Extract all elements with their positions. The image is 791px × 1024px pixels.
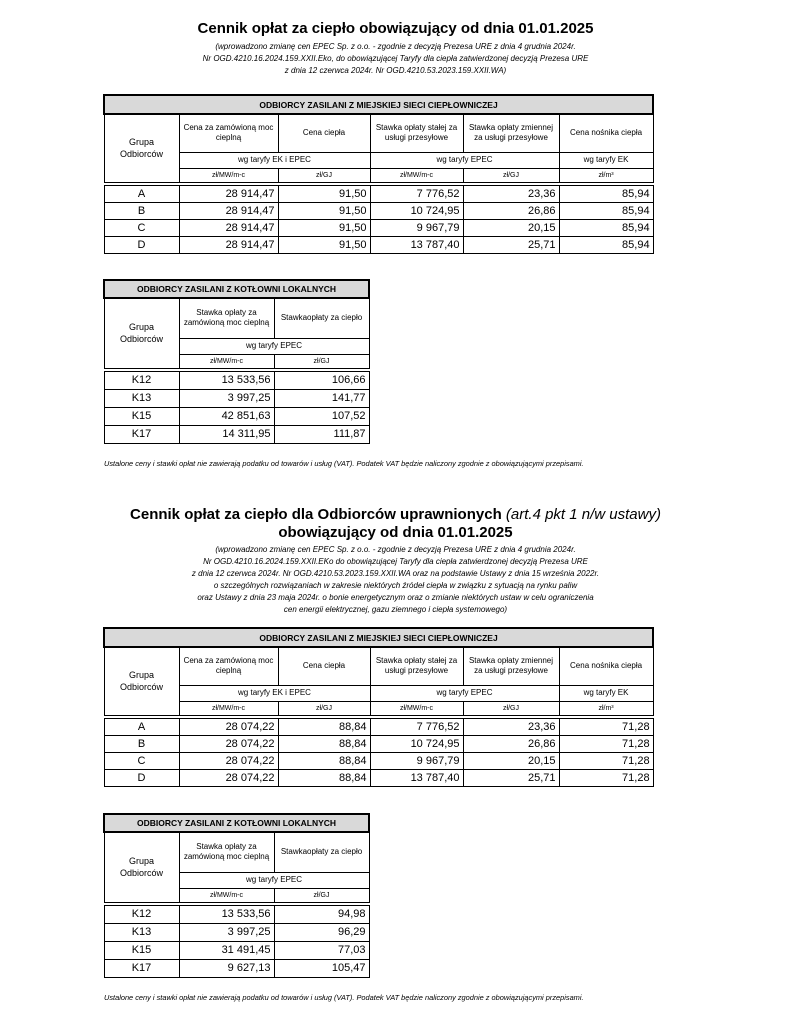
cell-value: 28 074,22 [179,735,278,752]
subtitle-line: z dnia 12 czerwca 2024r. Nr OGD.4210.53.2023.159.XXII.WA oraz na podstawie Ustawy z dnia 15 września 2022r. [191,569,600,578]
tariff-label: wg taryfy EK [559,685,653,701]
cell-value: 3 997,25 [179,923,274,941]
cell-value: 71,28 [559,769,653,786]
cell-value: 13 533,56 [179,371,274,389]
table-header: ODBIORCY ZASILANI Z MIEJSKIEJ SIECI CIEPŁOWNICZEJ [104,95,653,114]
table-row [104,425,369,443]
table-row [104,769,653,786]
table-row [104,389,369,407]
cell-value: 28 914,47 [179,202,278,219]
cell-value: 10 724,95 [370,735,463,752]
section1-title: Cennik opłat za ciepło obowiązujący od dnia 01.01.2025 [197,20,594,37]
column-header: Stawka opłaty za zamówioną moc cieplną [179,298,274,338]
cell-value: 28 914,47 [179,185,278,202]
tariff-label: wg taryfy EK [559,152,653,168]
section1-local-table [103,279,370,444]
cell-value: 91,50 [278,236,370,253]
cell-value: 28 914,47 [179,219,278,236]
row-label: A [104,185,179,202]
cell-value: 91,50 [278,202,370,219]
cell-value: 77,03 [274,941,369,959]
table-row [104,752,653,769]
column-header: Cena ciepła [278,114,370,152]
cell-value: 28 914,47 [179,236,278,253]
cell-value: 25,71 [463,769,559,786]
column-header: Stawka opłaty zmiennej za usługi przesyłowe [463,114,559,152]
cell-value: 105,47 [274,959,369,977]
cell-value: 26,86 [463,735,559,752]
table-header: ODBIORCY ZASILANI Z KOTŁOWNI LOKALNYCH [104,814,369,832]
cell-value: 71,28 [559,718,653,735]
group-label: Grupa Odbiorców [104,832,179,902]
column-header: Cena nośnika ciepła [559,647,653,685]
cell-value: 10 724,95 [370,202,463,219]
cell-value: 71,28 [559,735,653,752]
column-header: Stawka opłaty stałej za usługi przesyłowe [370,114,463,152]
unit-label: zł/m³ [559,168,653,182]
vat-note: Ustalone ceny i stawki opłat nie zawierają podatku od towarów i usług (VAT). Podatek VAT będzie naliczony zgodnie z obowiązującymi przepisami. [104,459,584,468]
subtitle-line: Nr OGD.4210.16.2024.159.XXII.EKo do obowiązującej Taryfy dla ciepła zatwierdzonej decyzją Prezesa URE [203,557,588,566]
table-row [104,941,369,959]
table-row [104,407,369,425]
cell-value: 107,52 [274,407,369,425]
cell-value: 141,77 [274,389,369,407]
unit-label: zł/GJ [463,168,559,182]
section2-subtitle [0,544,791,616]
cell-value: 85,94 [559,202,653,219]
table-header: ODBIORCY ZASILANI Z MIEJSKIEJ SIECI CIEPŁOWNICZEJ [104,628,653,647]
subtitle-line: cen energii elektrycznej, gazu ziemnego i ciepła systemowego) [283,605,508,614]
column-header: Cena nośnika ciepła [559,114,653,152]
section1-main-table [103,94,654,254]
cell-value: 91,50 [278,185,370,202]
tariff-label: wg taryfy EPEC [370,685,559,701]
table-row [104,905,369,923]
cell-value: 88,84 [278,718,370,735]
cell-value: 14 311,95 [179,425,274,443]
section2-title-line2: obowiązujący od dnia 01.01.2025 [278,524,513,541]
row-label: K15 [104,941,179,959]
row-label: K12 [104,371,179,389]
column-header: Cena za zamówioną moc cieplną [179,647,278,685]
unit-label: zł/GJ [278,701,370,715]
unit-label: zł/MW/m-c [370,701,463,715]
row-label: A [104,718,179,735]
table-row [104,371,369,389]
table-row [104,923,369,941]
title-italic: (art.4 pkt 1 n/w ustawy) [505,506,661,523]
cell-value: 91,50 [278,219,370,236]
subtitle-line: (wprowadzono zmianę cen EPEC Sp. z o.o. - zgodnie z decyzją Prezesa URE z dnia 4 grudnia 2024r. [215,545,576,554]
cell-value: 28 074,22 [179,769,278,786]
table-row [104,735,653,752]
cell-value: 28 074,22 [179,752,278,769]
unit-label: zł/m³ [559,701,653,715]
cell-value: 71,28 [559,752,653,769]
cell-value: 31 491,45 [179,941,274,959]
cell-value: 88,84 [278,735,370,752]
column-header: Stawka opłaty za zamówioną moc cieplną [179,832,274,872]
vat-note: Ustalone ceny i stawki opłat nie zawierają podatku od towarów i usług (VAT). Podatek VAT będzie naliczony zgodnie z obowiązującymi przepisami. [104,993,584,1002]
column-header: Stawkaopłaty za ciepło [274,298,369,338]
cell-value: 7 776,52 [370,185,463,202]
row-label: D [104,236,179,253]
cell-value: 26,86 [463,202,559,219]
cell-value: 9 967,79 [370,752,463,769]
tariff-label: wg taryfy EPEC [370,152,559,168]
unit-label: zł/GJ [463,701,559,715]
cell-value: 28 074,22 [179,718,278,735]
column-header: Cena za zamówioną moc cieplną [179,114,278,152]
column-header: Stawkaopłaty za ciepło [274,832,369,872]
unit-label: zł/GJ [278,168,370,182]
row-label: K13 [104,389,179,407]
table-header: ODBIORCY ZASILANI Z KOTŁOWNI LOKALNYCH [104,280,369,298]
row-label: B [104,735,179,752]
row-label: C [104,219,179,236]
row-label: K17 [104,425,179,443]
table-row [104,236,653,253]
subtitle-line: Nr OGD.4210.16.2024.159.XXII.Eko, do obowiązującej Taryfy dla ciepła zatwierdzonej decyzją Prezesa URE [202,54,589,63]
cell-value: 9 627,13 [179,959,274,977]
table-row [104,959,369,977]
section2-local-table [103,813,370,978]
title-main: Cennik opłat za ciepło dla Odbiorców uprawnionych [130,506,502,523]
table-row [104,718,653,735]
cell-value: 20,15 [463,219,559,236]
cell-value: 13 787,40 [370,769,463,786]
row-label: K12 [104,905,179,923]
table-row [104,185,653,202]
cell-value: 96,29 [274,923,369,941]
cell-value: 85,94 [559,236,653,253]
cell-value: 13 533,56 [179,905,274,923]
tariff-label: wg taryfy EK i EPEC [179,685,370,701]
table-row [104,202,653,219]
group-label: Grupa Odbiorców [104,647,179,715]
unit-label: zł/MW/m-c [370,168,463,182]
row-label: K15 [104,407,179,425]
cell-value: 106,66 [274,371,369,389]
section2-main-table [103,627,654,787]
cell-value: 85,94 [559,185,653,202]
row-label: K17 [104,959,179,977]
tariff-label: wg taryfy EK i EPEC [179,152,370,168]
cell-value: 25,71 [463,236,559,253]
unit-label: zł/MW/m-c [179,168,278,182]
cell-value: 88,84 [278,769,370,786]
subtitle-line: (wprowadzono zmianę cen EPEC Sp. z o.o. - zgodnie z decyzją Prezesa URE z dnia 4 grudnia 2024r. [215,42,576,51]
unit-label: zł/GJ [274,354,369,368]
tariff-label: wg taryfy EPEC [179,872,369,888]
subtitle-line: o szczególnych rozwiązaniach w zakresie niektórych źródeł ciepła w związku z sytuacją na rynku paliw [213,581,578,590]
tariff-label: wg taryfy EPEC [179,338,369,354]
section1-subtitle [0,41,791,77]
unit-label: zł/MW/m-c [179,888,274,902]
cell-value: 7 776,52 [370,718,463,735]
unit-label: zł/MW/m-c [179,701,278,715]
cell-value: 23,36 [463,185,559,202]
subtitle-line: oraz Ustawy z dnia 23 maja 2024r. o bonie energetycznym oraz o zmianie niektórych ustaw w celu ograniczenia [197,593,594,602]
cell-value: 85,94 [559,219,653,236]
cell-value: 23,36 [463,718,559,735]
unit-label: zł/MW/m-c [179,354,274,368]
table-row [104,219,653,236]
unit-label: zł/GJ [274,888,369,902]
row-label: D [104,769,179,786]
cell-value: 20,15 [463,752,559,769]
row-label: B [104,202,179,219]
cell-value: 9 967,79 [370,219,463,236]
cell-value: 88,84 [278,752,370,769]
column-header: Cena ciepła [278,647,370,685]
group-label: Grupa Odbiorców [104,298,179,368]
cell-value: 42 851,63 [179,407,274,425]
section2-title [0,506,791,523]
cell-value: 94,98 [274,905,369,923]
cell-value: 111,87 [274,425,369,443]
group-label: Grupa Odbiorców [104,114,179,182]
cell-value: 13 787,40 [370,236,463,253]
cell-value: 3 997,25 [179,389,274,407]
subtitle-line: z dnia 12 czerwca 2024r. Nr OGD.4210.53.2023.159.XXII.WA) [284,66,507,75]
column-header: Stawka opłaty zmiennej za usługi przesyłowe [463,647,559,685]
row-label: C [104,752,179,769]
column-header: Stawka opłaty stałej za usługi przesyłowe [370,647,463,685]
row-label: K13 [104,923,179,941]
